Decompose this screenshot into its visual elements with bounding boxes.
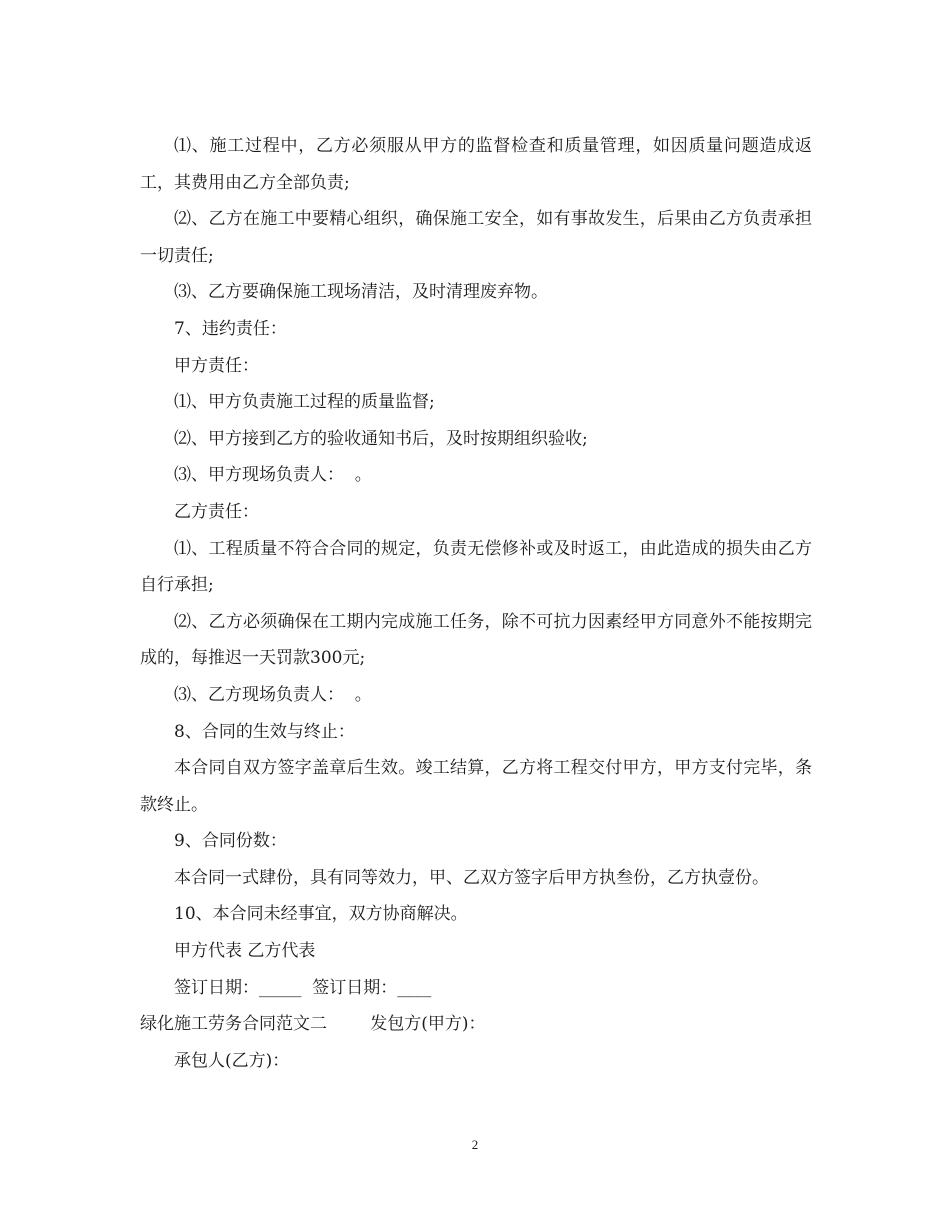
page-number: 2: [471, 1137, 479, 1152]
clause-paragraph: ⑵、乙方在施工中要精心组织，确保施工安全，如有事故发生，后果由乙方负责承担一切责任;: [140, 209, 812, 266]
clause-paragraph: 本合同自双方签字盖章后生效。竣工结算，乙方将工程交付甲方，甲方支付完毕，条款终止。: [140, 758, 812, 815]
clause-paragraph: ⑶、甲方现场负责人： 。: [174, 465, 372, 486]
clause-paragraph: ⑶、乙方要确保施工现场清洁，及时清理废弃物。: [174, 282, 548, 303]
signature-representatives: 甲方代表 乙方代表: [174, 941, 316, 962]
subsection-heading: 甲方责任：: [174, 355, 259, 376]
section-heading: 9、合同份数：: [174, 831, 287, 852]
section-heading: 8、合同的生效与终止：: [174, 721, 355, 742]
section-heading: 10、本合同未经事宜，双方协商解决。: [174, 904, 468, 925]
second-contract-title: 绿化施工劳务合同范文二 发包方(甲方)：: [140, 1014, 486, 1035]
clause-paragraph: ⑶、乙方现场负责人： 。: [174, 684, 372, 705]
clause-paragraph: ⑴、施工过程中，乙方必须服从甲方的监督检查和质量管理，如因质量问题造成返工，其费用由乙方全部负责;: [140, 136, 812, 193]
clause-paragraph: ⑵、甲方接到乙方的验收通知书后，及时按期组织验收;: [174, 428, 588, 449]
clause-paragraph: ⑴、工程质量不符合合同的规定，负责无偿修补或及时返工，由此造成的损失由乙方自行承担;: [140, 538, 812, 596]
signature-dates: 签订日期：_____ 签订日期：____: [174, 977, 432, 998]
clause-paragraph: 本合同一式肆份，具有同等效力，甲、乙双方签字后甲方执叁份，乙方执壹份。: [174, 867, 769, 888]
clause-paragraph: ⑴、甲方负责施工过程的质量监督;: [174, 392, 435, 413]
section-heading: 7、违约责任：: [174, 318, 287, 339]
subsection-heading: 乙方责任：: [174, 501, 259, 522]
document-body: [140, 128, 812, 1079]
contractor-line: 承包人(乙方)：: [174, 1050, 290, 1071]
clause-paragraph: ⑵、乙方必须确保在工期内完成施工任务，除不可抗力因素经甲方同意外不能按期完成的，每推迟一天罚款300元;: [140, 611, 812, 669]
